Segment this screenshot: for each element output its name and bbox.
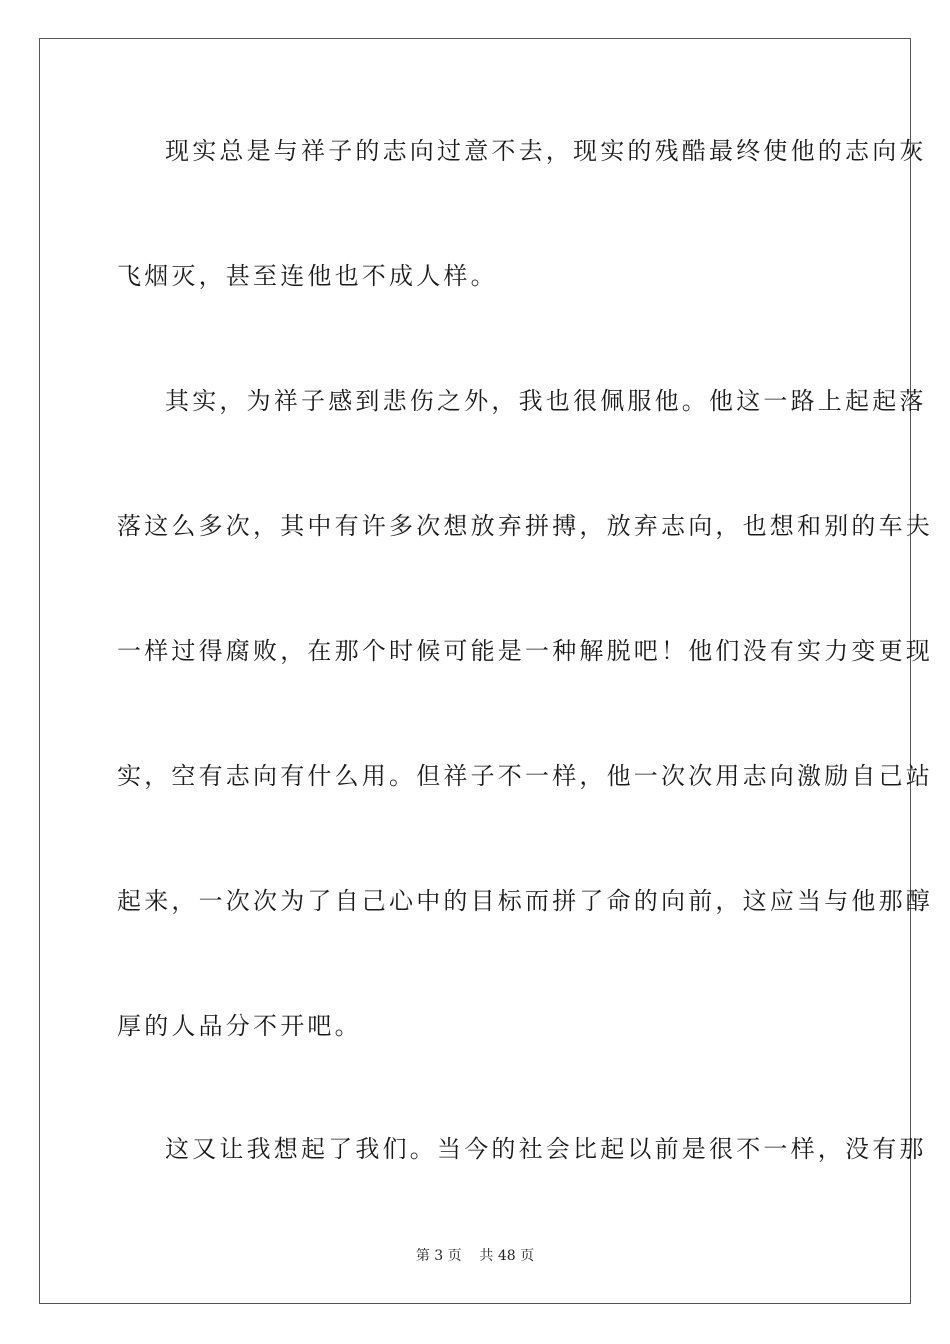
paragraph-2-line-4: 实，空有志向有什么用。但祥子不一样，他一次次用志向激励自己站	[117, 762, 933, 790]
paragraph-2-line-2: 落这么多次，其中有许多次想放弃拼搏，放弃志向，也想和别的车夫	[117, 512, 933, 540]
paragraph-2-line-6: 厚的人品分不开吧。	[117, 1012, 362, 1040]
paragraph-2-line-5: 起来，一次次为了自己心中的目标而拼了命的向前，这应当与他那醇	[117, 887, 933, 915]
paragraph-2-line-1: 其实，为祥子感到悲伤之外，我也很佩服他。他这一路上起起落	[165, 387, 927, 415]
page-border	[39, 38, 911, 1304]
paragraph-1-line-1: 现实总是与祥子的志向过意不去，现实的残酷最终使他的志向灰	[165, 137, 927, 165]
page-number-footer: 第 3 页 共 48 页	[415, 1248, 535, 1264]
paragraph-2-line-3: 一样过得腐败，在那个时候可能是一种解脱吧！他们没有实力变更现	[117, 637, 933, 665]
paragraph-1-line-2: 飞烟灭，甚至连他也不成人样。	[117, 262, 498, 290]
paragraph-3-line-1: 这又让我想起了我们。当今的社会比起以前是很不一样，没有那	[165, 1135, 927, 1163]
